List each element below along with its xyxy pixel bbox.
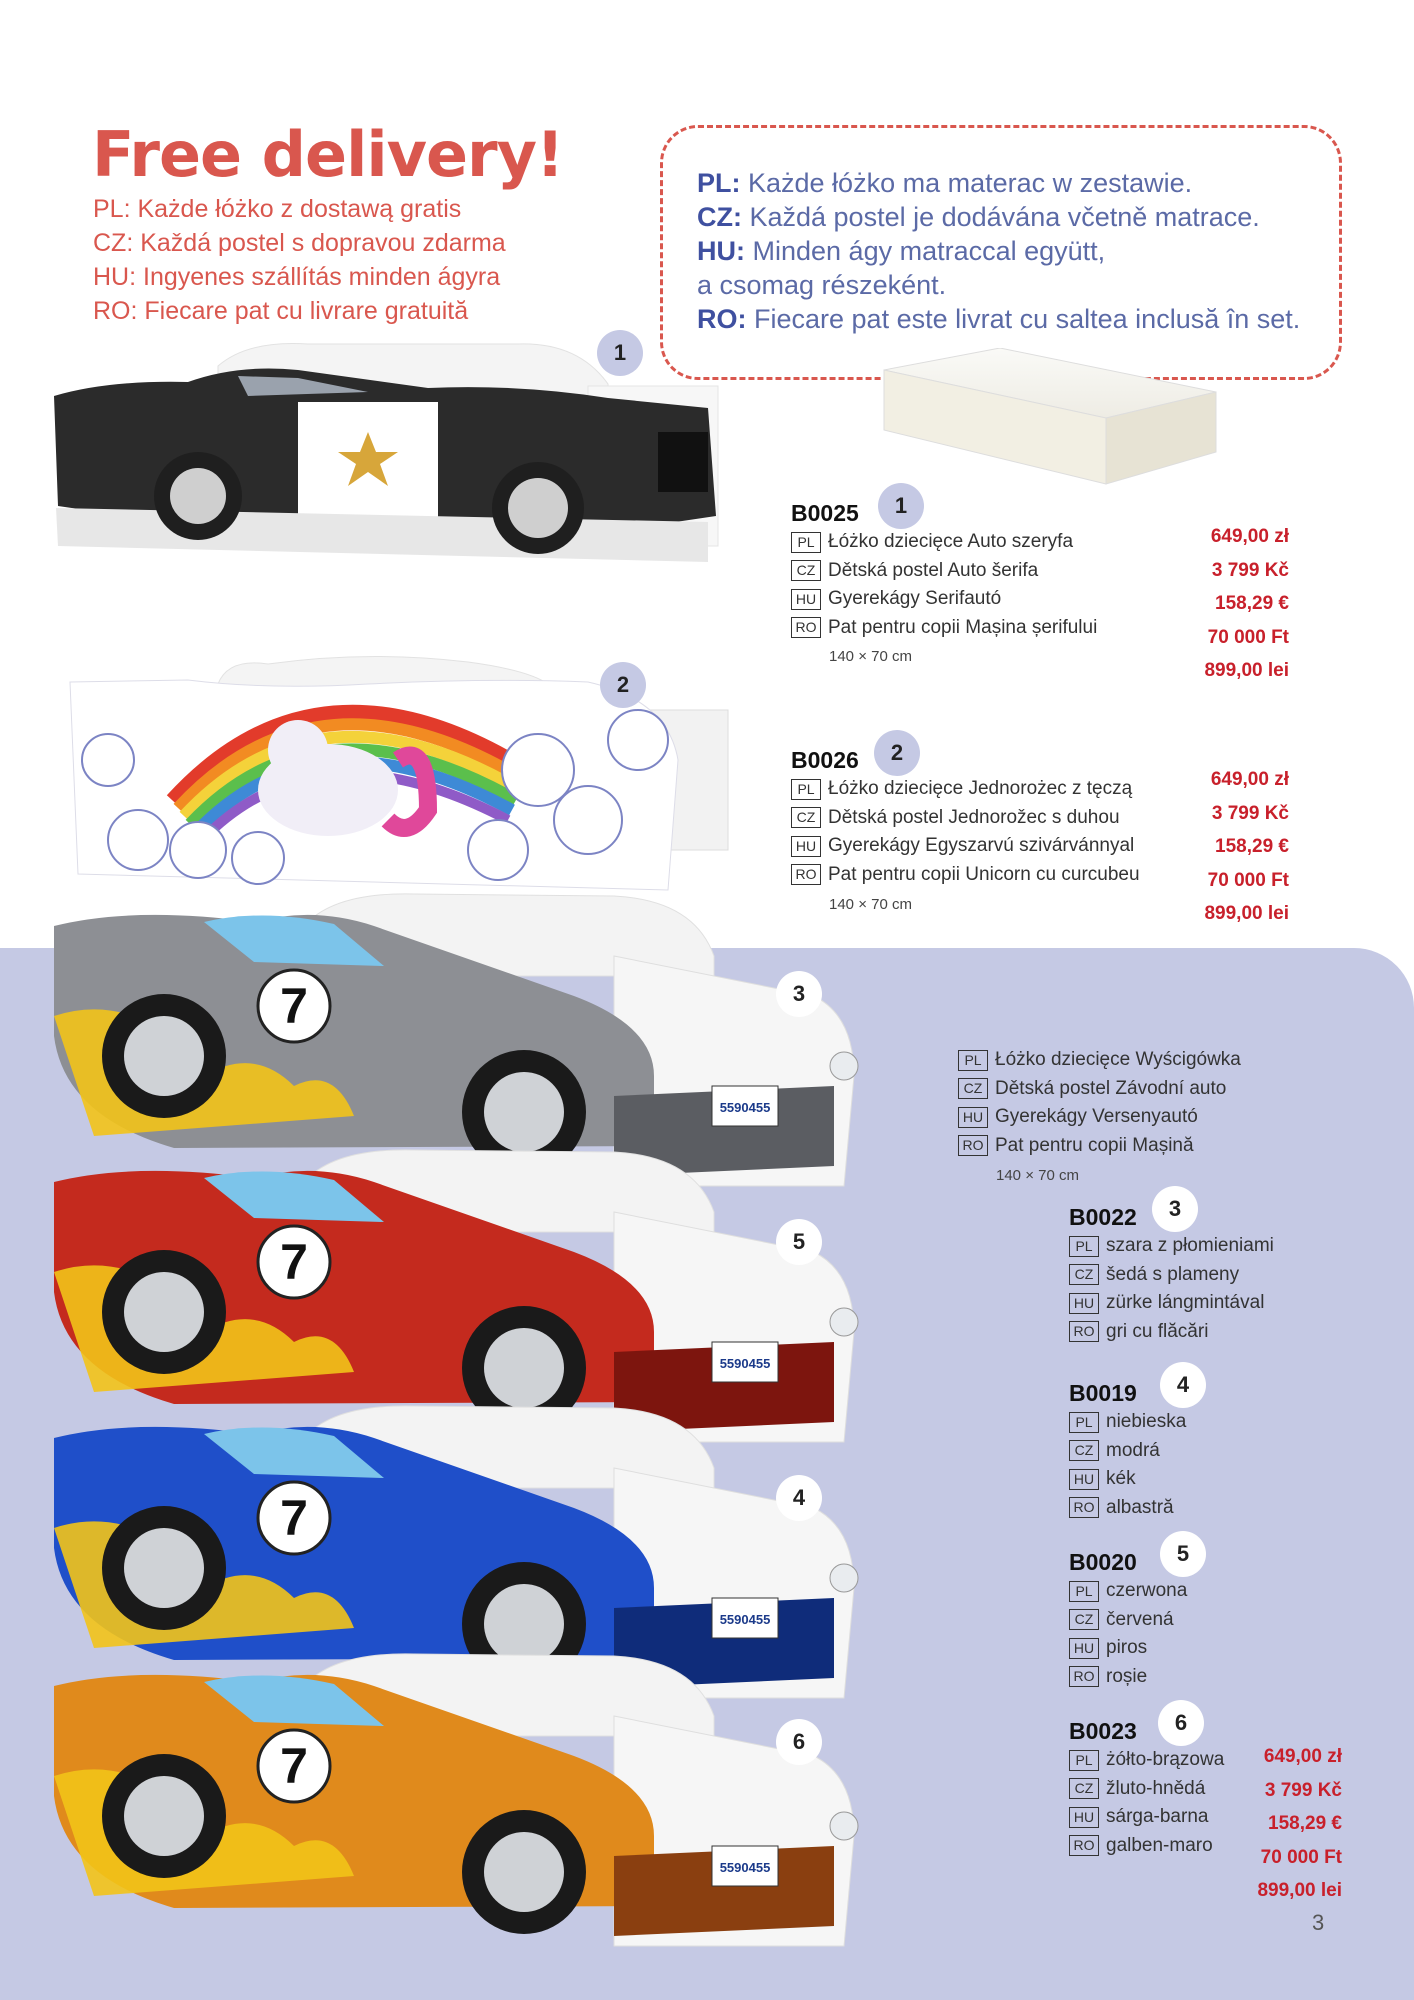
image-badge-3: 3 — [776, 971, 822, 1017]
delivery-pl: PL: Każde łóżko z dostawą gratis — [93, 195, 462, 223]
lang-tag-ro: RO — [1069, 1497, 1099, 1518]
delivery-hu: HU: Ingyenes szállítás minden ágyra — [93, 263, 501, 291]
v3-cz: šedá s plameny — [1106, 1263, 1240, 1285]
variant-b0022-names — [1069, 1232, 1274, 1346]
v6-cz: žluto-hnědá — [1106, 1777, 1206, 1799]
red-race-car-bed — [54, 1150, 858, 1442]
lang-tag-cz: CZ — [791, 807, 821, 828]
grey-race-car-bed — [54, 894, 858, 1186]
v3-hu: zürke lángmintával — [1106, 1292, 1265, 1313]
svg-text:7: 7 — [280, 1234, 308, 1290]
lang-tag-cz: CZ — [958, 1078, 988, 1099]
v6-hu: sárga-barna — [1106, 1806, 1209, 1827]
lang-tag-hu: HU — [1069, 1638, 1099, 1659]
racer-name-hu: Gyerekágy Versenyautó — [995, 1106, 1198, 1127]
product-badge-6: 6 — [1158, 1700, 1204, 1746]
p1-name-cz: Dětská postel Auto šerifa — [828, 559, 1039, 581]
mattress-pl: Każde łóżko ma materac w zestawie. — [740, 168, 1193, 198]
image-badge-5: 5 — [776, 1219, 822, 1265]
variant-b0023-names — [1069, 1746, 1224, 1860]
product-code-b0025: B0025 — [791, 500, 859, 526]
p1-price-ron: 899,00 lei — [1204, 660, 1289, 681]
delivery-ro: RO: Fiecare pat cu livrare gratuită — [93, 297, 469, 325]
svg-text:5590455: 5590455 — [719, 1612, 771, 1627]
product-badge-1: 1 — [878, 483, 924, 529]
p2-price-czk: 3 799 Kč — [1211, 802, 1289, 824]
mattress-image — [880, 348, 1220, 488]
image-badge-4: 4 — [776, 1475, 822, 1521]
product-code-b0020: B0020 — [1069, 1549, 1137, 1575]
v5-cz: červená — [1106, 1608, 1174, 1630]
p2-size: 140 × 70 cm — [829, 896, 912, 913]
image-badge-1: 1 — [597, 330, 643, 376]
lang-tag-ro: RO — [791, 617, 821, 638]
svg-text:7: 7 — [280, 1490, 308, 1546]
p2-prices — [1204, 763, 1289, 931]
lang-tag-hu: HU — [1069, 1293, 1099, 1314]
lang-tag-pl: PL — [1069, 1236, 1099, 1257]
lang-tag-cz: CZ — [1069, 1440, 1099, 1461]
p1-price-huf: 70 000 Ft — [1207, 626, 1289, 648]
delivery-cz: CZ: Každá postel s dopravou zdarma — [93, 229, 506, 257]
variant-b0019-names — [1069, 1408, 1186, 1522]
p1-price-eur: 158,29 € — [1215, 593, 1289, 614]
race-car-beds-image — [54, 886, 914, 1996]
racer-name-pl: Łóżko dziecięce Wyścigówka — [995, 1049, 1241, 1070]
v6-prices — [1257, 1740, 1342, 1908]
product-badge-3: 3 — [1152, 1186, 1198, 1232]
p2-price-pln: 649,00 zł — [1210, 769, 1289, 790]
v6-price-pln: 649,00 zł — [1263, 1746, 1342, 1767]
mattress-pl-tag: PL: — [697, 168, 741, 198]
mattress-ro: Fiecare pat este livrat cu saltea inclusă în set. — [746, 304, 1301, 334]
product-2-names — [791, 775, 1140, 889]
lang-tag-hu: HU — [1069, 1469, 1099, 1490]
image-badge-2: 2 — [600, 662, 646, 708]
p1-prices — [1204, 520, 1289, 688]
mattress-hu-tag: HU: — [697, 236, 745, 266]
lang-tag-cz: CZ — [1069, 1778, 1099, 1799]
lang-tag-hu: HU — [791, 589, 821, 610]
mattress-note — [660, 125, 1342, 380]
p1-price-czk: 3 799 Kč — [1211, 559, 1289, 581]
racer-name-cz: Dětská postel Závodní auto — [995, 1077, 1227, 1099]
product-code-b0026: B0026 — [791, 747, 859, 773]
lang-tag-cz: CZ — [791, 560, 821, 581]
lang-tag-pl: PL — [1069, 1581, 1099, 1602]
v4-hu: kék — [1106, 1468, 1136, 1489]
mattress-cz-tag: CZ: — [697, 202, 742, 232]
lang-tag-hu: HU — [791, 836, 821, 857]
racer-names — [958, 1046, 1241, 1160]
v6-price-huf: 70 000 Ft — [1260, 1846, 1342, 1868]
lang-tag-pl: PL — [958, 1050, 988, 1071]
lang-tag-pl: PL — [791, 779, 821, 800]
lang-tag-pl: PL — [1069, 1412, 1099, 1433]
lang-tag-ro: RO — [1069, 1666, 1099, 1687]
v6-pl: żółto-brązowa — [1106, 1749, 1225, 1770]
product-code-b0023: B0023 — [1069, 1718, 1137, 1744]
page-number: 3 — [1312, 1910, 1325, 1935]
p1-name-hu: Gyerekágy Serifautó — [828, 588, 1002, 609]
svg-text:5590455: 5590455 — [719, 1860, 771, 1875]
racer-size: 140 × 70 cm — [996, 1167, 1079, 1184]
product-badge-2: 2 — [874, 730, 920, 776]
v3-ro: gri cu flăcări — [1106, 1320, 1209, 1342]
mattress-ro-tag: RO: — [697, 304, 747, 334]
p2-name-cz: Dětská postel Jednorožec s duhou — [828, 806, 1120, 828]
v3-pl: szara z płomieniami — [1106, 1235, 1274, 1256]
image-badge-6: 6 — [776, 1719, 822, 1765]
p1-price-pln: 649,00 zł — [1210, 526, 1289, 547]
lang-tag-hu: HU — [958, 1107, 988, 1128]
p2-price-eur: 158,29 € — [1215, 836, 1289, 857]
svg-text:7: 7 — [280, 978, 308, 1034]
lang-tag-ro: RO — [1069, 1835, 1099, 1856]
product-code-b0019: B0019 — [1069, 1380, 1137, 1406]
svg-text:7: 7 — [280, 1738, 308, 1794]
product-badge-5: 5 — [1160, 1531, 1206, 1577]
v6-price-czk: 3 799 Kč — [1264, 1779, 1342, 1801]
svg-text:5590455: 5590455 — [719, 1100, 771, 1115]
p2-name-pl: Łóżko dziecięce Jednorożec z tęczą — [828, 778, 1133, 799]
product-code-b0022: B0022 — [1069, 1204, 1137, 1230]
v4-pl: niebieska — [1106, 1411, 1187, 1432]
free-delivery-headline: Free delivery! — [92, 118, 564, 191]
v4-cz: modrá — [1106, 1439, 1160, 1461]
product-badge-4: 4 — [1160, 1362, 1206, 1408]
p2-price-ron: 899,00 lei — [1204, 903, 1289, 924]
v5-pl: czerwona — [1106, 1580, 1188, 1601]
p2-name-hu: Gyerekágy Egyszarvú szivárvánnyal — [828, 835, 1135, 856]
p2-name-ro: Pat pentru copii Unicorn cu curcubeu — [828, 863, 1140, 885]
lang-tag-hu: HU — [1069, 1807, 1099, 1828]
lang-tag-ro: RO — [791, 864, 821, 885]
v5-hu: piros — [1106, 1637, 1148, 1658]
lang-tag-cz: CZ — [1069, 1264, 1099, 1285]
product-1-names — [791, 528, 1097, 642]
racer-name-ro: Pat pentru copii Mașină — [995, 1134, 1194, 1156]
sheriff-car-bed-image — [48, 336, 748, 592]
v6-price-eur: 158,29 € — [1268, 1813, 1342, 1834]
mattress-cz: Každá postel je dodávána včetně matrace. — [741, 202, 1260, 232]
svg-text:5590455: 5590455 — [719, 1356, 771, 1371]
v6-price-ron: 899,00 lei — [1257, 1880, 1342, 1901]
lang-tag-ro: RO — [1069, 1321, 1099, 1342]
p2-price-huf: 70 000 Ft — [1207, 869, 1289, 891]
v5-ro: roșie — [1106, 1665, 1148, 1687]
lang-tag-pl: PL — [791, 532, 821, 553]
mattress-hu: Minden ágy matraccal együtt, — [745, 236, 1106, 266]
p1-size: 140 × 70 cm — [829, 648, 912, 665]
v4-ro: albastră — [1106, 1496, 1174, 1518]
p1-name-pl: Łóżko dziecięce Auto szeryfa — [828, 531, 1074, 552]
p1-name-ro: Pat pentru copii Mașina șerifului — [828, 616, 1098, 638]
mattress-hu-2: a csomag részeként. — [697, 270, 947, 300]
variant-b0020-names — [1069, 1577, 1187, 1691]
lang-tag-pl: PL — [1069, 1750, 1099, 1771]
delivery-lines — [93, 192, 506, 328]
lang-tag-ro: RO — [958, 1135, 988, 1156]
v6-ro: galben-maro — [1106, 1834, 1213, 1856]
lang-tag-cz: CZ — [1069, 1609, 1099, 1630]
